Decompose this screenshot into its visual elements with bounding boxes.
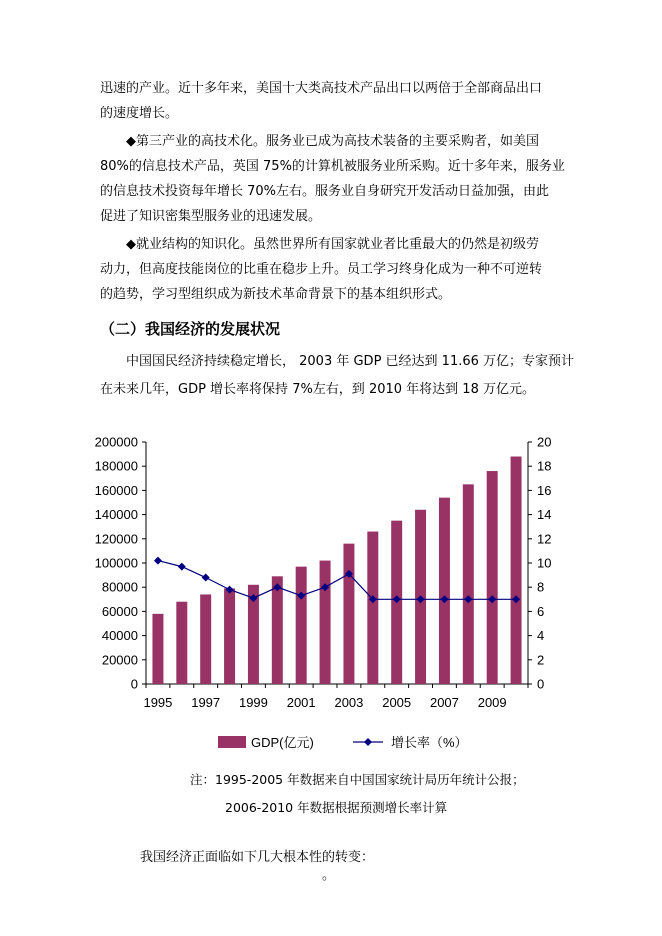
x-tick-label: 1997 bbox=[191, 695, 221, 710]
y-left-tick-label: 20000 bbox=[101, 652, 138, 668]
y-right-tick-label: 0 bbox=[537, 676, 545, 692]
growth-rate-point bbox=[154, 557, 162, 565]
paragraph-line: 的趋势，学习型组织成为新技术革命背景下的基本组织形式。 bbox=[100, 287, 452, 302]
y-left-tick-label: 60000 bbox=[101, 603, 138, 619]
gdp-bar bbox=[176, 602, 187, 684]
closing-line: 我国经济正面临如下几大根本性的转变： bbox=[140, 850, 375, 865]
y-right-tick-label: 14 bbox=[537, 507, 552, 523]
y-right-tick-label: 6 bbox=[537, 603, 545, 619]
y-right-tick-label: 10 bbox=[537, 555, 552, 571]
intro-line: 中国国民经济持续稳定增长， 2003 年 GDP 已经达到 11.66 万亿；专家预计 bbox=[126, 354, 575, 369]
y-right-tick-label: 18 bbox=[537, 458, 552, 474]
chart-note-source: 注：1995-2005 年数据来自中国国家统计局历年统计公报； bbox=[190, 772, 525, 787]
section-heading: （二）我国经济的发展状况 bbox=[100, 320, 281, 338]
legend-gdp-label: GDP(亿元) bbox=[251, 735, 314, 750]
growth-rate-point bbox=[202, 574, 210, 582]
x-tick-label: 2005 bbox=[382, 695, 412, 710]
gdp-bar bbox=[200, 594, 211, 684]
x-tick-label: 2003 bbox=[334, 695, 364, 710]
paragraph-line: 的速度增长。 bbox=[100, 106, 179, 121]
gdp-bar bbox=[343, 544, 354, 684]
gdp-bar bbox=[511, 457, 522, 684]
y-right-tick-label: 20 bbox=[537, 434, 552, 450]
legend-gdp-swatch bbox=[218, 736, 246, 748]
growth-rate-point bbox=[178, 563, 186, 571]
growth-rate-line bbox=[158, 561, 516, 600]
intro-line: 在未来几年，GDP 增长率将保持 7%左右，到 2010 年将达到 18 万亿元。 bbox=[100, 382, 535, 397]
y-left-tick-label: 160000 bbox=[94, 482, 138, 498]
legend-growth-label: 增长率（%） bbox=[391, 735, 468, 750]
x-tick-label: 2009 bbox=[477, 695, 507, 710]
x-tick-label: 2001 bbox=[286, 695, 316, 710]
gdp-bar bbox=[487, 471, 498, 684]
page-mark: 。 bbox=[322, 868, 336, 883]
chart-note-forecast: 2006-2010 年数据根据预测增长率计算 bbox=[225, 800, 448, 815]
x-tick-label: 1995 bbox=[143, 695, 173, 710]
paragraph-line: 促进了知识密集型服务业的迅速发展。 bbox=[100, 209, 322, 224]
paragraph-line: 的信息技术投资每年增长 70%左右。服务业自身研究开发活动日益加强，由此 bbox=[100, 184, 550, 199]
y-right-tick-label: 2 bbox=[537, 652, 545, 668]
paragraph-line: 80%的信息技术产品，英国 75%的计算机被服务业所采购。近十多年来，服务业 bbox=[100, 159, 565, 174]
gdp-bar bbox=[439, 498, 450, 684]
y-right-tick-label: 8 bbox=[537, 579, 545, 595]
paragraph-line: ◆就业结构的知识化。虽然世界所有国家就业者比重最大的仍然是初级劳 bbox=[126, 237, 539, 252]
gdp-bar bbox=[367, 532, 378, 684]
paragraph-line: 迅速的产业。近十多年来，美国十大类高技术产品出口以两倍于全部商品出口 bbox=[100, 81, 543, 96]
y-left-tick-label: 40000 bbox=[101, 628, 138, 644]
y-left-tick-label: 80000 bbox=[101, 579, 138, 595]
legend-growth-marker bbox=[364, 738, 372, 746]
gdp-growth-chart bbox=[0, 420, 662, 780]
gdp-bar bbox=[272, 576, 283, 684]
y-left-tick-label: 120000 bbox=[94, 531, 138, 547]
paragraph-line: ◆第三产业的高技术化。服务业已成为高技术装备的主要采购者，如美国 bbox=[126, 134, 539, 149]
y-right-tick-label: 12 bbox=[537, 531, 552, 547]
paragraph-line: 动力，但高度技能岗位的比重在稳步上升。员工学习终身化成为一种不可逆转 bbox=[100, 262, 543, 277]
gdp-bar bbox=[152, 614, 163, 684]
x-tick-label: 1999 bbox=[238, 695, 268, 710]
y-right-tick-label: 16 bbox=[537, 482, 552, 498]
gdp-bar bbox=[320, 561, 331, 684]
gdp-bar bbox=[224, 588, 235, 684]
y-left-tick-label: 100000 bbox=[94, 555, 138, 571]
gdp-bar bbox=[463, 484, 474, 684]
gdp-bar bbox=[296, 567, 307, 684]
y-left-tick-label: 0 bbox=[130, 676, 138, 692]
y-left-tick-label: 200000 bbox=[94, 434, 138, 450]
x-tick-label: 2007 bbox=[429, 695, 459, 710]
y-left-tick-label: 180000 bbox=[94, 458, 138, 474]
y-right-tick-label: 4 bbox=[537, 628, 545, 644]
y-left-tick-label: 140000 bbox=[94, 507, 138, 523]
